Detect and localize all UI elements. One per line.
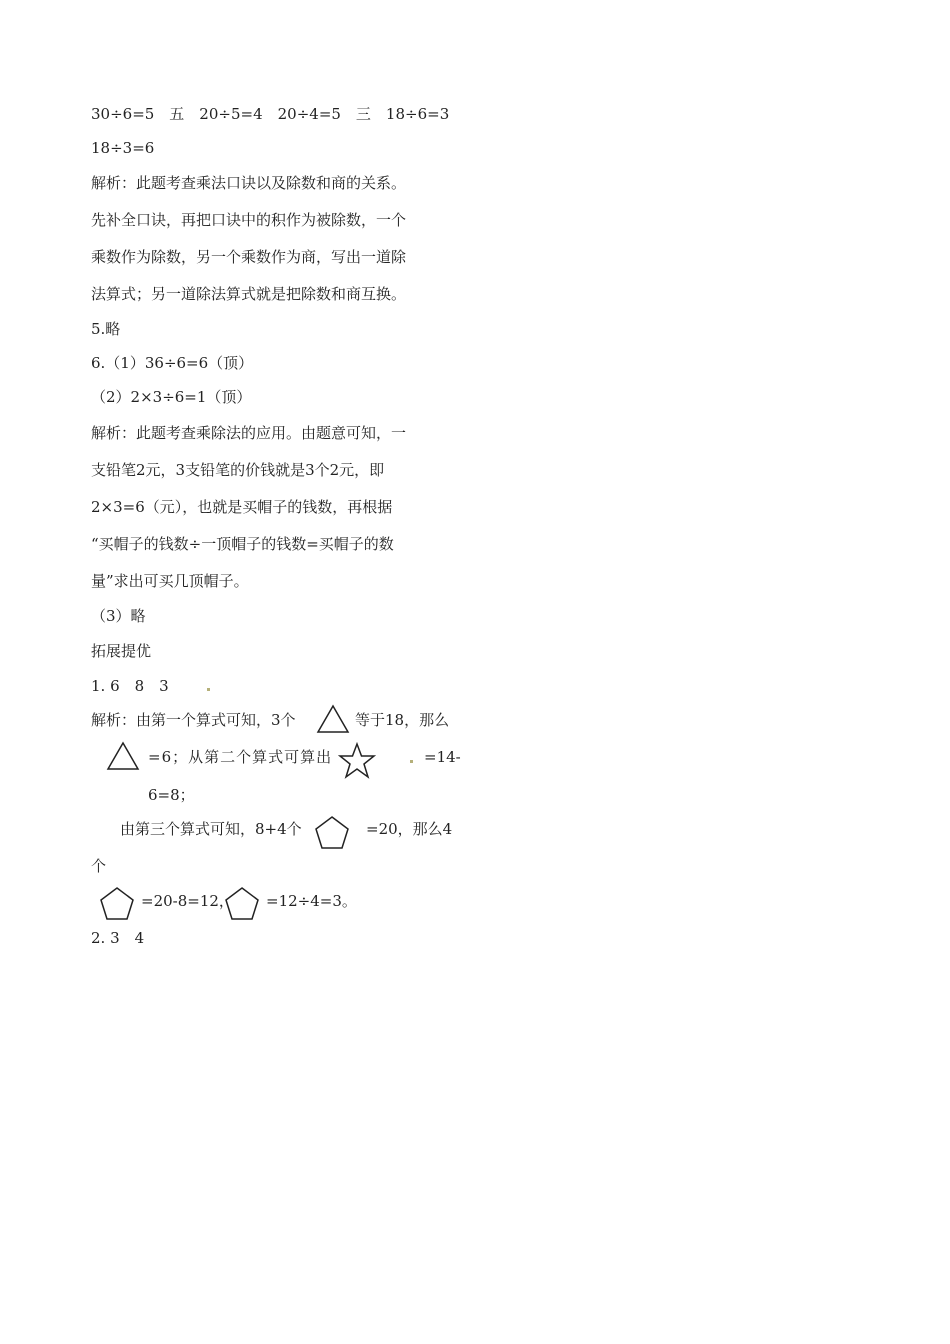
pentagon-icon xyxy=(99,886,135,922)
answer-6-3: （3）略 xyxy=(91,607,146,625)
decorative-dot xyxy=(410,760,413,763)
triangle-icon xyxy=(316,704,350,734)
extension-answer-1: 1. 6 8 3 xyxy=(91,677,169,695)
extension-analysis-line-1b: 等于18，那么 xyxy=(355,711,450,729)
extension-answer-2: 2. 3 4 xyxy=(91,929,145,947)
answer-6-2: （2）2×3÷6=1（顶） xyxy=(91,388,252,406)
extension-analysis-line-5: 个 xyxy=(91,857,107,875)
answer-line-2: 18÷3=6 xyxy=(91,139,155,157)
extension-analysis-line-3: 6=8； xyxy=(148,786,195,804)
analysis-6-line-2: 支铅笔2元，3支铅笔的价钱就是3个2元，即 xyxy=(91,461,385,479)
triangle-icon xyxy=(106,741,140,771)
answer-5: 5.略 xyxy=(91,320,121,338)
extension-analysis-line-6b: =12÷4=3。 xyxy=(266,892,357,910)
analysis-line-2: 先补全口诀，再把口诀中的积作为被除数，一个 xyxy=(91,211,407,229)
extension-analysis-line-4b: =20，那么4 xyxy=(366,820,453,838)
analysis-line-3: 乘数作为除数，另一个乘数作为商，写出一道除 xyxy=(91,248,407,266)
star-icon xyxy=(338,742,376,780)
analysis-6-line-1: 解析：此题考查乘除法的应用。由题意可知，一 xyxy=(91,424,407,442)
extension-analysis-line-2a: =6；从第二个算式可算出 xyxy=(148,748,333,766)
section-heading: 拓展提优 xyxy=(91,642,152,660)
analysis-line-1: 解析：此题考查乘法口诀以及除数和商的关系。 xyxy=(91,174,407,192)
pentagon-icon xyxy=(224,886,260,922)
analysis-line-4: 法算式；另一道除法算式就是把除数和商互换。 xyxy=(91,285,407,303)
answer-6-1: 6.（1）36÷6=6（顶） xyxy=(91,354,254,372)
extension-analysis-line-2b: =14- xyxy=(424,748,461,766)
extension-analysis-line-4a: 由第三个算式可知，8+4个 xyxy=(120,820,302,838)
answer-line-1: 30÷6=5 五 20÷5=4 20÷4=5 三 18÷6=3 xyxy=(91,105,450,123)
extension-analysis-line-1a: 解析：由第一个算式可知，3个 xyxy=(91,711,296,729)
extension-analysis-line-6a: =20-8=12， xyxy=(141,892,234,910)
decorative-dot xyxy=(207,688,210,691)
analysis-6-line-4: “买帽子的钱数÷一顶帽子的钱数=买帽子的数 xyxy=(91,535,394,553)
pentagon-icon xyxy=(314,815,350,851)
analysis-6-line-5: 量”求出可买几顶帽子。 xyxy=(91,572,249,590)
analysis-6-line-3: 2×3=6（元），也就是买帽子的钱数，再根据 xyxy=(91,498,393,516)
